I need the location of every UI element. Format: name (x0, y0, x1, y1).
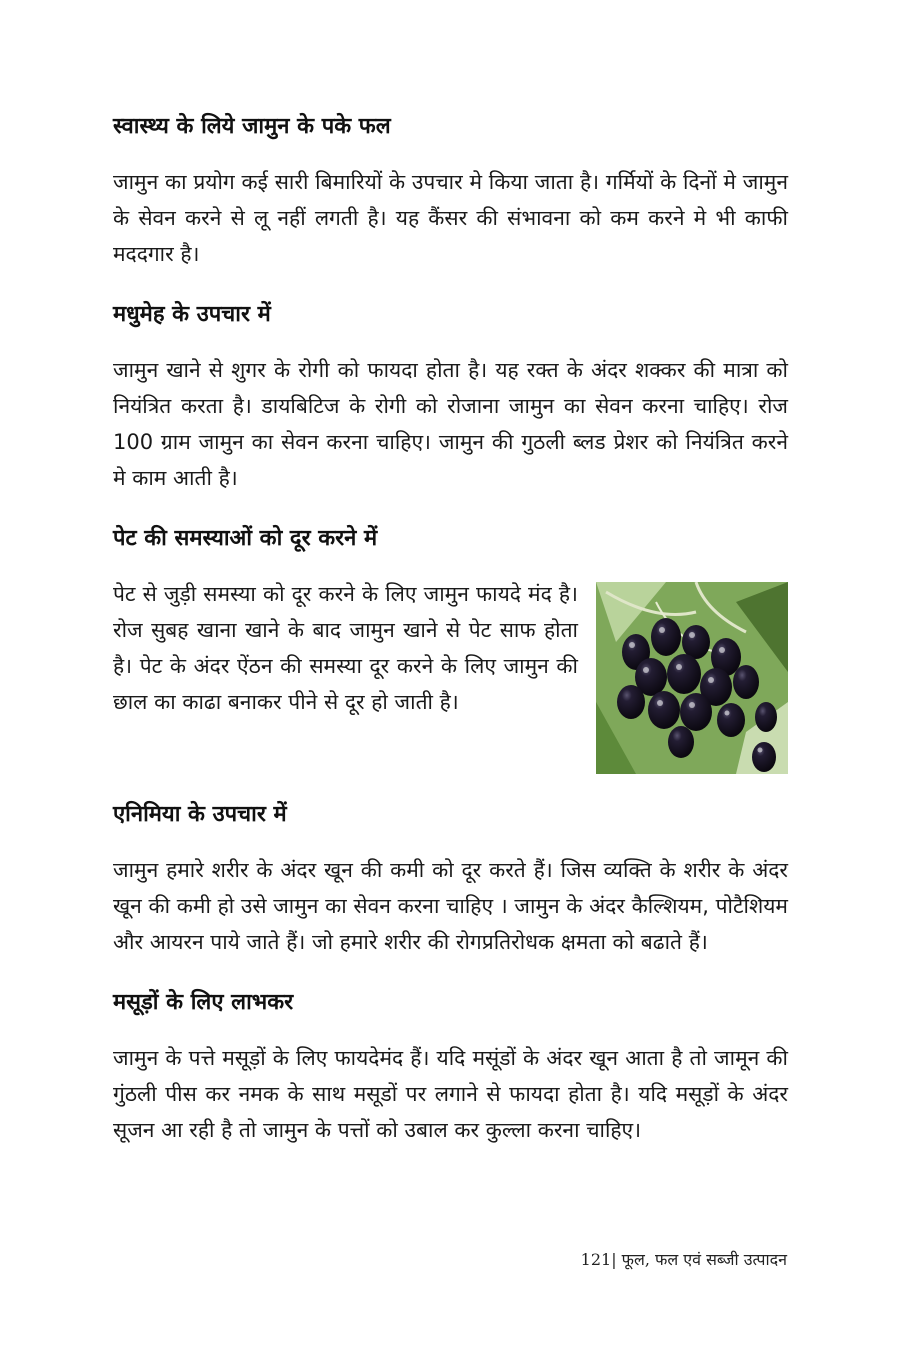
section-body-stomach: पेट से जुड़ी समस्या को दूर करने के लिए जामुन फायदे मंद है। रोज सुबह खाना खाने के बाद जामुन खाने से पेट साफ होता है। पेट के अंदर ऐंठन की समस्या दूर करने के लिए जामुन की छाल का काढा बनाकर पीने से दूर हो जाती है। (113, 582, 578, 714)
section-heading-diabetes: मधुमेह के उपचार में (113, 302, 271, 327)
section-heading-stomach: पेट की समस्याओं को दूर करने में (113, 526, 378, 551)
section-heading-anemia: एनिमिया के उपचार में (113, 802, 287, 827)
book-title: फूल, फल एवं सब्जी उत्पादन (616, 1250, 787, 1269)
jamun-fruit-illustration (596, 582, 788, 774)
section-body-gums: जामुन के पत्ते मसूड़ों के लिए फायदेमंद हैं। यदि मसूंडों के अंदर खून आता है तो जामून की गुंठली पीस कर नमक के साथ मसूडों पर लगाने से फायदा होता है। यदि मसूड़ों के अंदर सूजन आ रही है तो जामुन के पत्तों को उबाल कर कुल्ला करना चाहिए। (113, 1046, 788, 1142)
jamun-fruit-image (596, 582, 788, 774)
section-heading-gums: मसूड़ों के लिए लाभकर (113, 990, 294, 1015)
section-heading-health: स्वास्थ्य के लिये जामुन के पके फल (113, 114, 391, 139)
page-content (113, 110, 788, 1174)
page-number: 121 (580, 1250, 612, 1269)
section-body-health: जामुन का प्रयोग कई सारी बिमारियों के उपचार मे किया जाता है। गर्मियों के दिनों मे जामुन के सेवन करने से लू नहीं लगती है। यह कैंसर की संभावना को कम करने मे भी काफी मददगार है। (113, 170, 788, 266)
section-body-diabetes: जामुन खाने से शुगर के रोगी को फायदा होता है। यह रक्त के अंदर शक्कर की मात्रा को नियंत्रित करता है। डायबिटिज के रोगी को रोजाना जामुन का सेवन करना चाहिए। रोज 100 ग्राम जामुन का सेवन करना चाहिए। जामुन की गुठली ब्लड प्रेशर को नियंत्रित करने मे काम आती है। (113, 358, 788, 490)
page-footer (581, 1248, 787, 1270)
section-body-anemia: जामुन हमारे शरीर के अंदर खून की कमी को दूर करते हैं। जिस व्यक्ति के शरीर के अंदर खून की कमी हो उसे जामुन का सेवन करना चाहिए । जामुन के अंदर कैल्शियम, पोटैशियम और आयरन पाये जाते हैं। जो हमारे शरीर की रोगप्रतिरोधक क्षमता को बढाते हैं। (113, 858, 788, 954)
section-stomach-with-figure (113, 576, 788, 774)
footer-separator: | (611, 1250, 617, 1269)
